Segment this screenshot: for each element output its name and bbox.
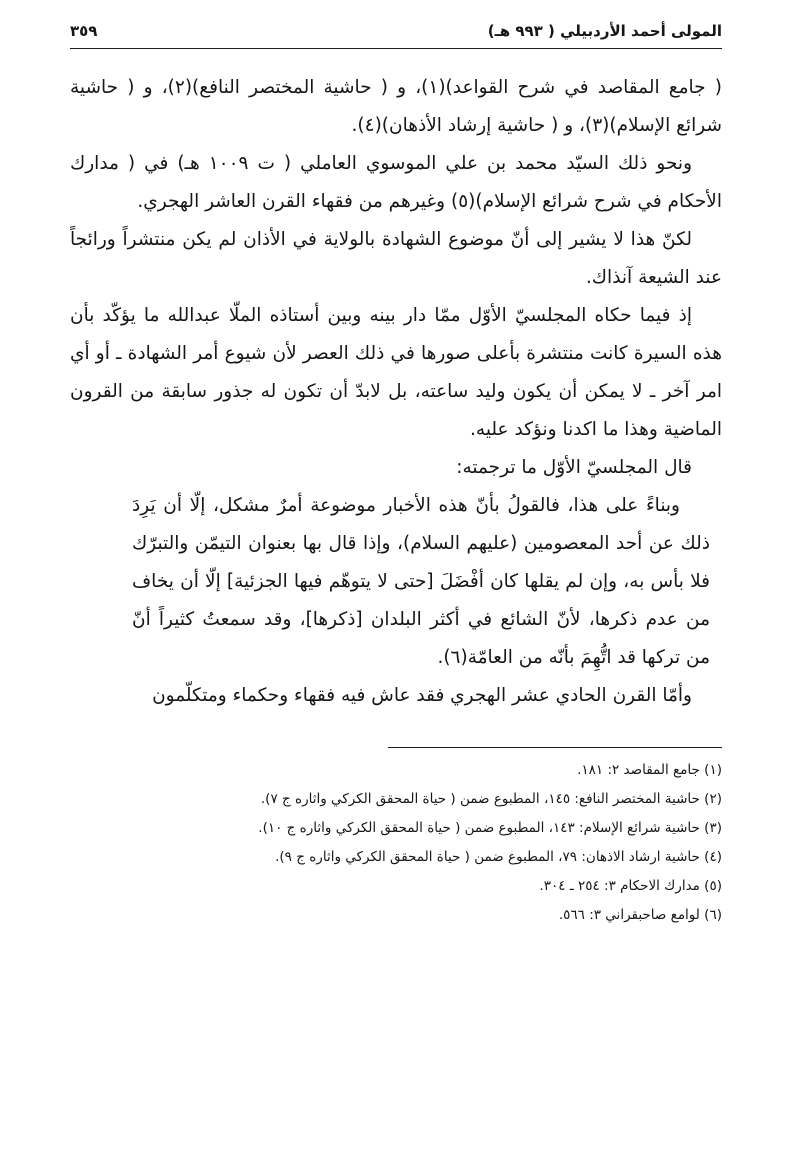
running-header-title: المولى أحمد الأردبيلي ( ٩٩٣ هـ) bbox=[487, 22, 722, 40]
body-paragraph-1: ( جامع المقاصد في شرح القواعد)(١)، و ( حاشية المختصر النافع)(٢)، و ( حاشية شرائع الإسلام)(٣)، و ( حاشية إرشاد الأذهان)(٤). bbox=[70, 77, 722, 136]
page-number: ٣٥٩ bbox=[70, 22, 98, 40]
footnote-3: (٣) حاشية شرائع الإسلام: ١٤٣، المطبوع ضمن ( حياة المحقق الكركي واثاره ج ١٠). bbox=[258, 820, 722, 836]
body-paragraph-4: إذ فيما حكاه المجلسيّ الأوّل ممّا دار بينه وبين أستاذه الملّا عبدالله ما يؤكّد بأن هذه السيرة كانت منتشرة بأعلى صورها في ذلك العصر لأن شيوع أمر الشهادة ـ أو أي امر آخر ـ لا يمكن أن يكون وليد ساعته، بل لابدّ أن تكون له جذور سابقة من القرون الماضية وهذا ما اكدنا ونؤكد عليه. bbox=[70, 305, 722, 440]
body-paragraph-5: قال المجلسيّ الأوّل ما ترجمته: bbox=[456, 457, 692, 478]
page-body bbox=[70, 69, 722, 715]
header-divider bbox=[70, 48, 722, 49]
footnote-1: (١) جامع المقاصد ٢: ١٨١. bbox=[577, 762, 722, 778]
footnotes-section bbox=[70, 756, 722, 930]
quote-text: وبناءً على هذا، فالقولُ بأنّ هذه الأخبار موضوعة أمرٌ مشكل، إلّا أن يَرِدَ ذلك عن أحد المعصومين (عليهم السلام)، وإذا قال بها بعنوان التيمّن والتبرّك فلا بأس به، وإن لم يقلها كان أفْضَلَ [حتى لا يتوهّم فيها الجزئية] إلّا أن يخاف من عدم ذكرها، لأنّ الشائع في أكثر البلدان [ذكرها]، وقد سمعتُ كثيراً أنّ من تركها قد اتُّهِمَ بأنّه من العامّة(٦). bbox=[132, 495, 710, 668]
footnote-6: (٦) لوامع صاحبقراني ٣: ٥٦٦. bbox=[558, 907, 722, 923]
page-header bbox=[70, 22, 722, 40]
footnote-4: (٤) حاشية ارشاد الاذهان: ٧٩، المطبوع ضمن ( حياة المحقق الكركي واثاره ج ٩). bbox=[275, 849, 722, 865]
footnote-2: (٢) حاشية المختصر النافع: ١٤٥، المطبوع ضمن ( حياة المحقق الكركي واثاره ج ٧). bbox=[260, 791, 722, 807]
body-paragraph-2: ونحو ذلك السيّد محمد بن علي الموسوي العاملي ( ت ١٠٠٩ هـ) في ( مدارك الأحكام في شرح شرائع الإسلام)(٥) وغيرهم من فقهاء القرن العاشر الهجري. bbox=[70, 153, 722, 212]
footnote-divider bbox=[388, 747, 722, 748]
block-quote bbox=[132, 487, 710, 677]
footnote-5: (٥) مدارك الاحكام ٣: ٢٥٤ ـ ٣٠٤. bbox=[539, 878, 722, 894]
body-paragraph-closing: وأمّا القرن الحادي عشر الهجري فقد عاش فيه فقهاء وحكماء ومتكلّمون bbox=[152, 685, 692, 706]
body-paragraph-3: لكنّ هذا لا يشير إلى أنّ موضوع الشهادة بالولاية في الأذان لم يكن منتشراً ورائجاً عند الشيعة آنذاك. bbox=[70, 229, 722, 288]
